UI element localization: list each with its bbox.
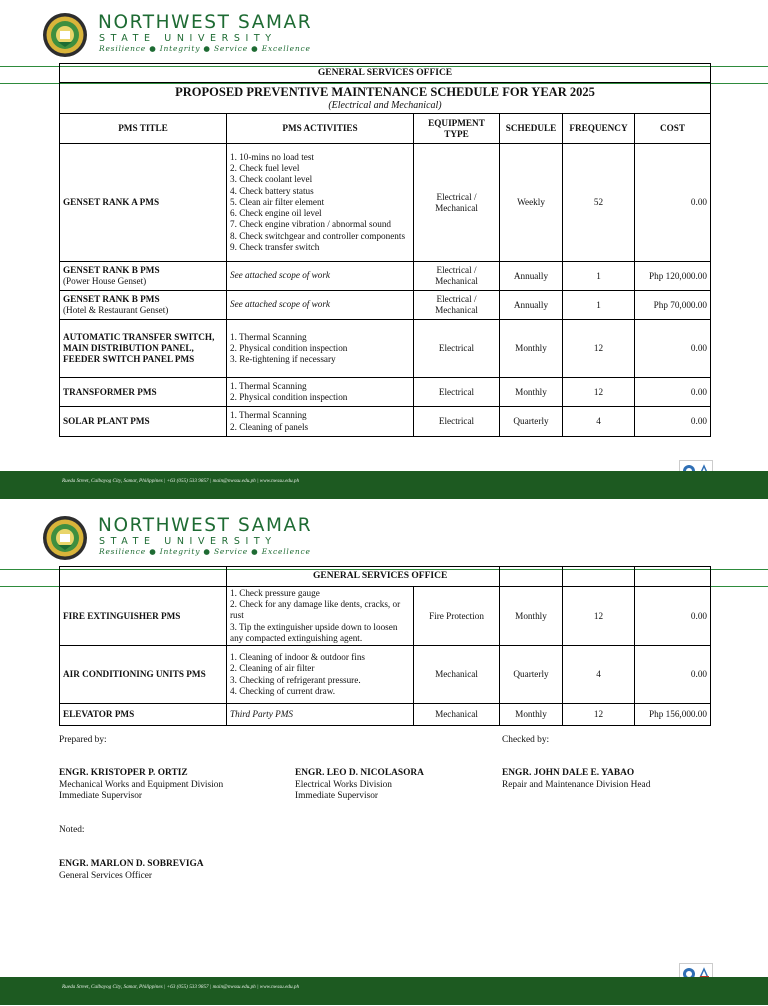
pms-title-cell xyxy=(60,320,227,378)
cost-cell: 0.00 xyxy=(635,144,711,262)
pms-title-sub: (Power House Genset) xyxy=(63,276,147,286)
pms-title-sub: (Hotel & Restaurant Genset) xyxy=(63,305,169,315)
pms-activities-cell xyxy=(227,320,414,378)
activity-item: 3. Re-tightening if necessary xyxy=(230,354,336,365)
pms-title: AIR CONDITIONING UNITS PMS xyxy=(63,669,206,680)
frequency-cell: 4 xyxy=(563,646,635,704)
document-title-cell xyxy=(60,83,711,114)
cost-cell: Php 70,000.00 xyxy=(635,291,711,320)
document-subtitle: (Electrical and Mechanical) xyxy=(328,100,442,111)
activity-item: 7. Check engine vibration / abnormal sound xyxy=(230,219,392,230)
activities-note: See attached scope of work xyxy=(230,270,331,281)
col-header-title: PMS TITLE xyxy=(60,114,227,144)
activity-item: 2. Check fuel level xyxy=(230,163,300,174)
activities-note: See attached scope of work xyxy=(230,299,331,310)
signatory-role: General Services Officer xyxy=(59,870,153,881)
pms-title: GENSET RANK B PMS xyxy=(63,294,160,304)
activity-item: 1. Thermal Scanning xyxy=(230,331,307,342)
equipment-type-cell: Fire Protection xyxy=(414,587,500,646)
activity-item: 2. Cleaning of panels xyxy=(230,421,309,432)
table-body-page-1 xyxy=(60,144,711,437)
activity-item: 2. Physical condition inspection xyxy=(230,342,348,353)
pms-activities-cell xyxy=(227,587,414,646)
table-body-page-2 xyxy=(60,587,711,726)
office-label: GENERAL SERVICES OFFICE xyxy=(227,567,500,587)
table-row xyxy=(60,587,711,646)
activity-item: 3. Tip the extinguisher upside down to loosen any compacted extinguishing agent. xyxy=(230,621,398,643)
activity-item: 2. Physical condition inspection xyxy=(230,392,348,402)
pms-title-cell xyxy=(60,378,227,407)
activity-item: 1. 10-mins no load test xyxy=(230,152,314,163)
activity-item: 6. Check engine oil level xyxy=(230,208,322,219)
footer-bar xyxy=(0,977,768,1005)
schedule-cell: Monthly xyxy=(500,378,563,407)
schedule-cell: Annually xyxy=(500,291,563,320)
pms-title: TRANSFORMER PMS xyxy=(63,386,157,397)
pms-title: ELEVATOR PMS xyxy=(63,709,135,720)
col-header-schedule: SCHEDULE xyxy=(500,114,563,144)
schedule-table-page-1 xyxy=(59,63,711,437)
frequency-cell: 52 xyxy=(563,144,635,262)
activity-item: 9. Check transfer switch xyxy=(230,241,320,252)
activity-item: 4. Check battery status xyxy=(230,185,314,196)
cost-cell: Php 156,000.00 xyxy=(635,704,711,726)
pms-title-cell xyxy=(60,291,227,320)
pms-activities-cell xyxy=(227,646,414,704)
cost-cell: 0.00 xyxy=(635,378,711,407)
office-label-spacer xyxy=(500,567,563,587)
schedule-cell: Weekly xyxy=(500,144,563,262)
pms-activities-cell xyxy=(227,704,414,726)
equipment-type-cell: Electrical xyxy=(414,320,500,378)
activity-item: 1. Cleaning of indoor & outdoor fins xyxy=(230,652,365,663)
activities-note: Third Party PMS xyxy=(230,708,293,719)
frequency-cell: 12 xyxy=(563,378,635,407)
schedule-cell: Monthly xyxy=(500,704,563,726)
schedule-cell: Annually xyxy=(500,262,563,291)
equipment-type-cell: Electrical / Mechanical xyxy=(414,262,500,291)
schedule-table-page-2 xyxy=(59,566,711,726)
col-header-activities: PMS ACTIVITIES xyxy=(227,114,414,144)
signatory-division: Repair and Maintenance Division Head xyxy=(502,779,651,790)
university-name: NORTHWEST SAMAR xyxy=(98,12,313,33)
activity-item: 1. Thermal Scanning xyxy=(230,380,307,391)
schedule-cell: Quarterly xyxy=(500,646,563,704)
pms-activities-cell xyxy=(227,262,414,291)
table-row xyxy=(60,407,711,437)
signatory-role: Immediate Supervisor xyxy=(295,791,379,801)
office-label: GENERAL SERVICES OFFICE xyxy=(60,64,711,83)
prepared-by-label: Prepared by: xyxy=(59,735,107,745)
table-row xyxy=(60,646,711,704)
university-motto: Resilience ● Integrity ● Service ● Excellence xyxy=(99,44,311,53)
signatory-name: ENGR. KRISTOPER P. ORTIZ xyxy=(59,768,188,778)
activity-item: 5. Clean air filter element xyxy=(230,196,325,207)
university-name: NORTHWEST SAMAR xyxy=(98,515,313,536)
pms-title-cell xyxy=(60,704,227,726)
frequency-cell: 12 xyxy=(563,704,635,726)
footer-contact: Rueda Street, Calbayog City, Samar, Philippines | +63 (055) 533 9857 | main@nwssu.edu.ph | www.nwssu.edu.ph xyxy=(62,478,300,484)
frequency-cell: 12 xyxy=(563,587,635,646)
signatory-yabao xyxy=(502,768,650,791)
activity-item: 1. Thermal Scanning xyxy=(230,410,307,421)
office-label-spacer xyxy=(60,567,227,587)
signatory-ortiz xyxy=(59,768,223,803)
university-motto: Resilience ● Integrity ● Service ● Excellence xyxy=(99,547,311,556)
signatory-name: ENGR. JOHN DALE E. YABAO xyxy=(502,768,635,778)
university-seal-logo xyxy=(42,515,88,561)
table-row xyxy=(60,144,711,262)
frequency-cell: 1 xyxy=(563,262,635,291)
table-row xyxy=(60,262,711,291)
table-header-row xyxy=(60,114,711,144)
pms-title: FIRE EXTINGUISHER PMS xyxy=(63,610,181,621)
office-label-spacer xyxy=(635,567,711,587)
table-row xyxy=(60,291,711,320)
table-row xyxy=(60,378,711,407)
footer-contact: Rueda Street, Calbayog City, Samar, Philippines | +63 (055) 533 9857 | main@nwssu.edu.ph | www.nwssu.edu.ph xyxy=(62,984,300,990)
cost-cell: 0.00 xyxy=(635,646,711,704)
document-page-2 xyxy=(0,503,768,1006)
equipment-type-cell: Mechanical xyxy=(414,704,500,726)
pms-activities-cell xyxy=(227,291,414,320)
office-label-spacer xyxy=(563,567,635,587)
signatory-division: Electrical Works Division xyxy=(295,779,392,790)
equipment-type-cell: Mechanical xyxy=(414,646,500,704)
signatory-name: ENGR. LEO D. NICOLASORA xyxy=(295,768,424,778)
signatory-nicolasora xyxy=(295,768,424,803)
pms-title-cell xyxy=(60,262,227,291)
col-header-frequency: FREQUENCY xyxy=(563,114,635,144)
activity-item: 3. Checking of refrigerant pressure. xyxy=(230,674,361,685)
document-title: PROPOSED PREVENTIVE MAINTENANCE SCHEDULE FOR YEAR 2025 xyxy=(175,85,595,99)
pms-title: SOLAR PLANT PMS xyxy=(63,416,150,426)
pms-activities-cell xyxy=(227,407,414,437)
schedule-cell: Monthly xyxy=(500,587,563,646)
signatory-name: ENGR. MARLON D. SOBREVIGA xyxy=(59,859,204,869)
frequency-cell: 12 xyxy=(563,320,635,378)
equipment-type-cell: Electrical / Mechanical xyxy=(414,291,500,320)
cost-cell: 0.00 xyxy=(635,320,711,378)
university-seal-logo xyxy=(42,12,88,58)
cost-cell: Php 120,000.00 xyxy=(635,262,711,291)
pms-title: GENSET RANK B PMS xyxy=(63,265,160,275)
cost-cell: 0.00 xyxy=(635,587,711,646)
activity-item: 2. Cleaning of air filter xyxy=(230,663,315,674)
equipment-type-cell: Electrical xyxy=(414,407,500,437)
table-row xyxy=(60,704,711,726)
pms-title-cell xyxy=(60,144,227,262)
activity-item: 1. Check pressure gauge xyxy=(230,588,320,598)
signatory-division: Mechanical Works and Equipment Division xyxy=(59,779,224,790)
frequency-cell: 4 xyxy=(563,407,635,437)
signatory-sobreviga xyxy=(59,859,204,882)
equipment-type-cell: Electrical / Mechanical xyxy=(414,144,500,262)
pms-title: AUTOMATIC TRANSFER SWITCH, MAIN DISTRIBUTION PANEL, FEEDER SWITCH PANEL PMS xyxy=(63,332,215,364)
schedule-cell: Quarterly xyxy=(500,407,563,437)
pms-title-cell xyxy=(60,587,227,646)
activity-item: 8. Check switchgear and controller components xyxy=(230,230,406,241)
schedule-cell: Monthly xyxy=(500,320,563,378)
university-subtitle: STATE UNIVERSITY xyxy=(99,33,277,44)
activity-item: 3. Check coolant level xyxy=(230,174,313,185)
pms-title-cell xyxy=(60,646,227,704)
pms-title-cell xyxy=(60,407,227,437)
pms-activities-cell xyxy=(227,144,414,262)
table-row xyxy=(60,320,711,378)
pms-title: GENSET RANK A PMS xyxy=(63,197,160,207)
equipment-type-cell: Electrical xyxy=(414,378,500,407)
checked-by-label: Checked by: xyxy=(502,735,550,745)
frequency-cell: 1 xyxy=(563,291,635,320)
pms-activities-cell xyxy=(227,378,414,407)
noted-label: Noted: xyxy=(59,825,85,835)
col-header-equipment: EQUIPMENT TYPE xyxy=(414,114,500,144)
col-header-cost: COST xyxy=(635,114,711,144)
activity-item: 2. Check for any damage like dents, cracks, or rust xyxy=(230,599,401,621)
footer-bar xyxy=(0,471,768,499)
cost-cell: 0.00 xyxy=(635,407,711,437)
university-subtitle: STATE UNIVERSITY xyxy=(99,536,277,547)
signatory-role: Immediate Supervisor xyxy=(59,791,143,801)
activity-item: 4. Checking of current draw. xyxy=(230,685,336,696)
